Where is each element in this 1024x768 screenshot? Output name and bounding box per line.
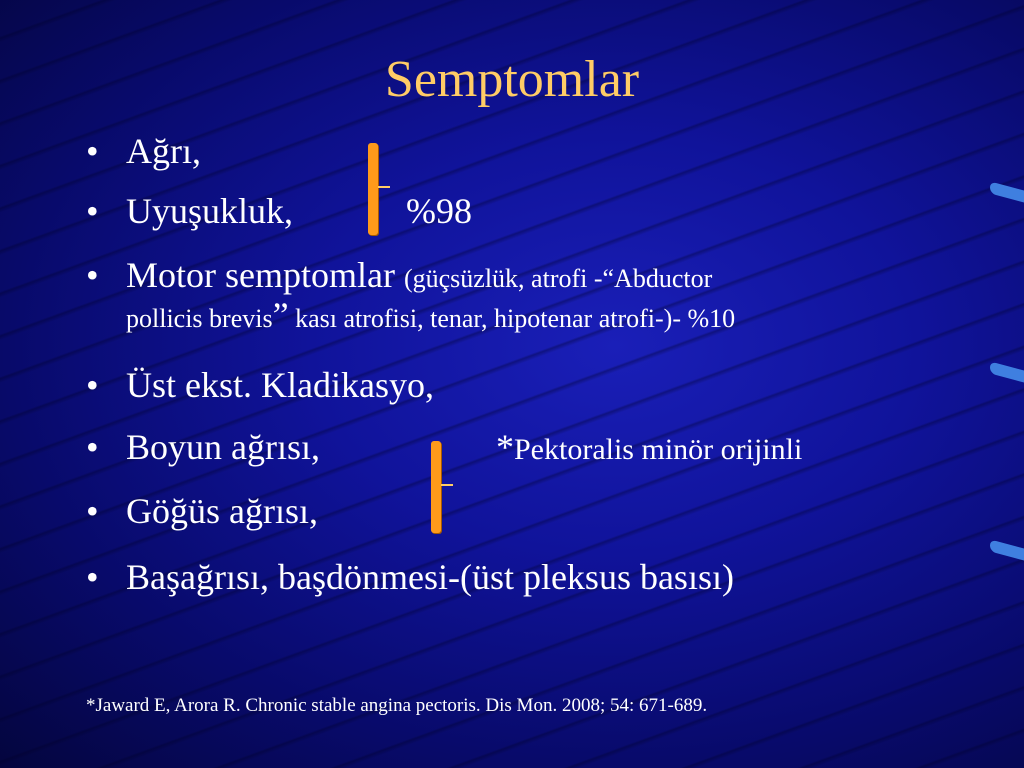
group-2-note-text: Pektoralis minör orijinli (514, 433, 803, 466)
bullet-detail-text: pollicis brevis (126, 304, 273, 333)
bullet-glyph: • (86, 557, 99, 597)
bullet-text: Üst ekst. Kladikasyo, (126, 365, 434, 405)
bullet-glyph: • (86, 255, 99, 295)
bullet-item (86, 190, 293, 232)
bullet-glyph: • (86, 131, 99, 171)
bullet-text: Motor semptomlar (126, 255, 395, 295)
bracket-1-tick (378, 186, 390, 188)
bullet-item (86, 556, 734, 598)
bullet-text: Ağrı, (126, 131, 201, 171)
bullet-item (86, 490, 318, 532)
bullet-text: Başağrısı, başdönmesi-(üst pleksus basısı) (126, 557, 734, 597)
bullet-glyph: • (86, 491, 99, 531)
group-1-value: %98 (406, 191, 472, 231)
bracket-2-tick (441, 484, 453, 486)
bullet-text: Göğüs ağrısı, (126, 491, 318, 531)
bullet-item (86, 364, 434, 406)
bullet-detail: (güçsüzlük, atrofi -“Abductor (403, 264, 713, 293)
asterisk: * (496, 427, 514, 467)
bullet-glyph: • (86, 365, 99, 405)
bullet-detail-line2 (86, 295, 946, 338)
bullet-text: Boyun ağrısı, (126, 427, 320, 467)
bracket-2 (431, 441, 441, 533)
slide-title: Semptomlar (384, 51, 640, 108)
bracket-1 (368, 143, 378, 235)
bullet-text: Uyuşukluk, (126, 191, 294, 231)
footnote-reference: *Jaward E, Arora R. Chronic stable angina pectoris. Dis Mon. 2008; 54: 671-689. (86, 695, 708, 716)
bullet-item (86, 254, 946, 338)
bullet-item (86, 130, 201, 172)
bullet-item (86, 426, 320, 468)
group-2-note (496, 426, 802, 471)
bullet-detail-text: kası atrofisi, tenar, hipotenar atrofi-)- %10 (288, 304, 736, 333)
bullet-glyph: • (86, 427, 99, 467)
edge-decoration (990, 181, 1024, 202)
close-quote: ” (272, 295, 289, 335)
edge-decoration (990, 539, 1024, 560)
bullet-glyph: • (86, 191, 99, 231)
edge-decoration (990, 361, 1024, 382)
